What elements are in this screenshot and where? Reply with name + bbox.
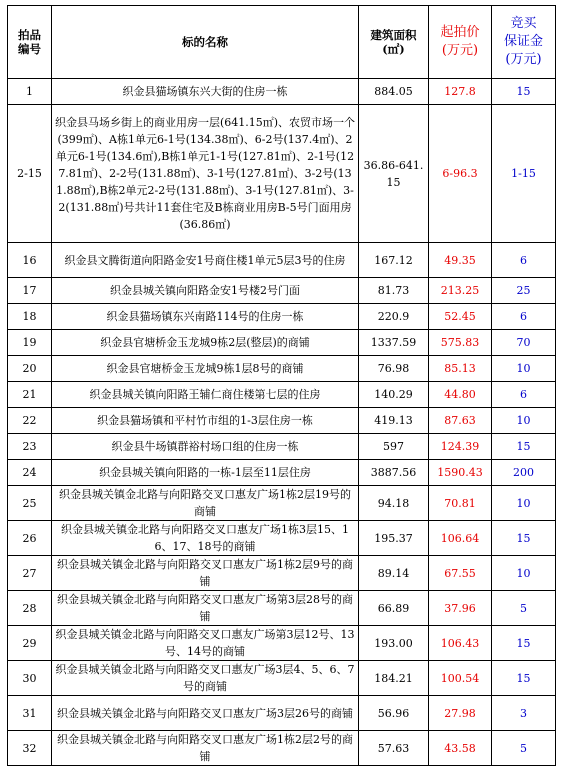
start-price-cell: 70.81 bbox=[429, 486, 492, 521]
start-price-cell: 52.45 bbox=[429, 304, 492, 330]
header-deposit: 竞买 保证金 (万元) bbox=[492, 6, 556, 79]
lot-number-cell: 29 bbox=[8, 626, 52, 661]
start-price-cell: 106.64 bbox=[429, 521, 492, 556]
area-cell: 184.21 bbox=[359, 661, 429, 696]
lot-name-cell: 织金县城关镇向阳路的一栋-1层至11层住房 bbox=[52, 460, 359, 486]
deposit-cell: 10 bbox=[492, 356, 556, 382]
area-cell: 419.13 bbox=[359, 408, 429, 434]
start-price-cell: 575.83 bbox=[429, 330, 492, 356]
start-price-cell: 43.58 bbox=[429, 731, 492, 766]
deposit-cell: 200 bbox=[492, 460, 556, 486]
header-lot-number: 拍品 编号 bbox=[8, 6, 52, 79]
area-cell: 3887.56 bbox=[359, 460, 429, 486]
lot-name-cell: 织金县猫场镇和平村竹市组的1-3层住房一栋 bbox=[52, 408, 359, 434]
table-row bbox=[8, 330, 556, 356]
lot-name-cell: 织金县马场乡街上的商业用房一层(641.15㎡)、农贸市场一个(399㎡)、A栋1单元6-1号(134.38㎡)、6-2号(137.4㎡)、2单元6-1号(134.6㎡),B栋1单元1-1号(127.81㎡)、2-1号(127.81㎡)、2-2号(131.88㎡)、3-1号(127.81㎡)、3-2号(131.88㎡),B栋2单元2-2号(131.88㎡)、3-1号(127.81㎡)、3-2(131.88㎡)号共计11套住宅及B栋商业用房B-5号门面用房(36.86㎡) bbox=[52, 105, 359, 243]
table-row bbox=[8, 486, 556, 521]
table-row bbox=[8, 356, 556, 382]
deposit-cell: 10 bbox=[492, 408, 556, 434]
deposit-cell: 15 bbox=[492, 661, 556, 696]
lot-number-cell: 28 bbox=[8, 591, 52, 626]
table-row bbox=[8, 243, 556, 278]
area-cell: 56.96 bbox=[359, 696, 429, 731]
area-cell: 76.98 bbox=[359, 356, 429, 382]
table-row bbox=[8, 556, 556, 591]
start-price-cell: 124.39 bbox=[429, 434, 492, 460]
lot-number-cell: 21 bbox=[8, 382, 52, 408]
auction-table-container bbox=[7, 5, 556, 766]
lot-number-cell: 18 bbox=[8, 304, 52, 330]
table-row bbox=[8, 434, 556, 460]
header-start-price: 起拍价 (万元) bbox=[429, 6, 492, 79]
table-row bbox=[8, 460, 556, 486]
lot-number-cell: 17 bbox=[8, 278, 52, 304]
start-price-cell: 100.54 bbox=[429, 661, 492, 696]
deposit-cell: 70 bbox=[492, 330, 556, 356]
lot-number-cell: 23 bbox=[8, 434, 52, 460]
area-cell: 884.05 bbox=[359, 79, 429, 105]
lot-number-cell: 1 bbox=[8, 79, 52, 105]
table-header-row bbox=[8, 6, 556, 79]
lot-name-cell: 织金县猫场镇东兴南路114号的住房一栋 bbox=[52, 304, 359, 330]
table-row bbox=[8, 408, 556, 434]
area-cell: 89.14 bbox=[359, 556, 429, 591]
area-cell: 140.29 bbox=[359, 382, 429, 408]
lot-name-cell: 织金县官塘桥金玉龙城9栋2层(整层)的商铺 bbox=[52, 330, 359, 356]
table-row bbox=[8, 278, 556, 304]
lot-number-cell: 27 bbox=[8, 556, 52, 591]
table-body bbox=[8, 79, 556, 766]
lot-number-cell: 20 bbox=[8, 356, 52, 382]
start-price-cell: 213.25 bbox=[429, 278, 492, 304]
area-cell: 167.12 bbox=[359, 243, 429, 278]
lot-name-cell: 织金县城关镇金北路与向阳路交叉口惠友广场1栋3层15、16、17、18号的商铺 bbox=[52, 521, 359, 556]
start-price-cell: 37.96 bbox=[429, 591, 492, 626]
table-row bbox=[8, 591, 556, 626]
start-price-cell: 87.63 bbox=[429, 408, 492, 434]
lot-name-cell: 织金县官塘桥金玉龙城9栋1层8号的商铺 bbox=[52, 356, 359, 382]
deposit-cell: 3 bbox=[492, 696, 556, 731]
area-cell: 36.86-641.15 bbox=[359, 105, 429, 243]
auction-lots-table bbox=[7, 5, 556, 766]
start-price-cell: 27.98 bbox=[429, 696, 492, 731]
area-cell: 193.00 bbox=[359, 626, 429, 661]
lot-name-cell: 织金县城关镇金北路与向阳路交叉口惠友广场3层26号的商铺 bbox=[52, 696, 359, 731]
lot-name-cell: 织金县城关镇金北路与向阳路交叉口惠友广场第3层12号、13号、14号的商铺 bbox=[52, 626, 359, 661]
header-lot-name: 标的名称 bbox=[52, 6, 359, 79]
deposit-cell: 10 bbox=[492, 556, 556, 591]
table-row bbox=[8, 626, 556, 661]
deposit-cell: 5 bbox=[492, 731, 556, 766]
deposit-cell: 25 bbox=[492, 278, 556, 304]
area-cell: 57.63 bbox=[359, 731, 429, 766]
lot-number-cell: 32 bbox=[8, 731, 52, 766]
table-row bbox=[8, 661, 556, 696]
start-price-cell: 49.35 bbox=[429, 243, 492, 278]
lot-name-cell: 织金县城关镇向阳路王辅仁商住楼第七层的住房 bbox=[52, 382, 359, 408]
lot-number-cell: 2-15 bbox=[8, 105, 52, 243]
start-price-cell: 44.80 bbox=[429, 382, 492, 408]
deposit-cell: 15 bbox=[492, 79, 556, 105]
lot-number-cell: 30 bbox=[8, 661, 52, 696]
area-cell: 195.37 bbox=[359, 521, 429, 556]
lot-name-cell: 织金县城关镇金北路与向阳路交叉口惠友广场1栋2层19号的商铺 bbox=[52, 486, 359, 521]
area-cell: 81.73 bbox=[359, 278, 429, 304]
start-price-cell: 6-96.3 bbox=[429, 105, 492, 243]
area-cell: 597 bbox=[359, 434, 429, 460]
lot-number-cell: 19 bbox=[8, 330, 52, 356]
table-row bbox=[8, 696, 556, 731]
deposit-cell: 5 bbox=[492, 591, 556, 626]
lot-name-cell: 织金县猫场镇东兴大街的住房一栋 bbox=[52, 79, 359, 105]
deposit-cell: 15 bbox=[492, 626, 556, 661]
area-cell: 94.18 bbox=[359, 486, 429, 521]
start-price-cell: 106.43 bbox=[429, 626, 492, 661]
table-row bbox=[8, 382, 556, 408]
start-price-cell: 1590.43 bbox=[429, 460, 492, 486]
deposit-cell: 6 bbox=[492, 243, 556, 278]
start-price-cell: 85.13 bbox=[429, 356, 492, 382]
area-cell: 66.89 bbox=[359, 591, 429, 626]
lot-name-cell: 织金县城关镇金北路与向阳路交叉口惠友广场3层4、5、6、7号的商铺 bbox=[52, 661, 359, 696]
area-cell: 1337.59 bbox=[359, 330, 429, 356]
area-cell: 220.9 bbox=[359, 304, 429, 330]
lot-number-cell: 25 bbox=[8, 486, 52, 521]
lot-name-cell: 织金县文腾街道向阳路金安1号商住楼1单元5层3号的住房 bbox=[52, 243, 359, 278]
deposit-cell: 15 bbox=[492, 521, 556, 556]
deposit-cell: 6 bbox=[492, 382, 556, 408]
table-row bbox=[8, 304, 556, 330]
lot-name-cell: 织金县城关镇金北路与向阳路交叉口惠友广场1栋2层9号的商铺 bbox=[52, 556, 359, 591]
table-row bbox=[8, 521, 556, 556]
start-price-cell: 67.55 bbox=[429, 556, 492, 591]
lot-name-cell: 织金县城关镇金北路与向阳路交叉口惠友广场1栋2层2号的商铺 bbox=[52, 731, 359, 766]
lot-number-cell: 16 bbox=[8, 243, 52, 278]
header-area: 建筑面积 (㎡) bbox=[359, 6, 429, 79]
lot-name-cell: 织金县城关镇向阳路金安1号楼2号门面 bbox=[52, 278, 359, 304]
table-row bbox=[8, 105, 556, 243]
deposit-cell: 6 bbox=[492, 304, 556, 330]
lot-name-cell: 织金县牛场镇群裕村场口组的住房一栋 bbox=[52, 434, 359, 460]
lot-number-cell: 26 bbox=[8, 521, 52, 556]
lot-number-cell: 24 bbox=[8, 460, 52, 486]
lot-number-cell: 31 bbox=[8, 696, 52, 731]
deposit-cell: 10 bbox=[492, 486, 556, 521]
lot-name-cell: 织金县城关镇金北路与向阳路交叉口惠友广场第3层28号的商铺 bbox=[52, 591, 359, 626]
lot-number-cell: 22 bbox=[8, 408, 52, 434]
deposit-cell: 1-15 bbox=[492, 105, 556, 243]
table-row bbox=[8, 79, 556, 105]
start-price-cell: 127.8 bbox=[429, 79, 492, 105]
table-row bbox=[8, 731, 556, 766]
deposit-cell: 15 bbox=[492, 434, 556, 460]
